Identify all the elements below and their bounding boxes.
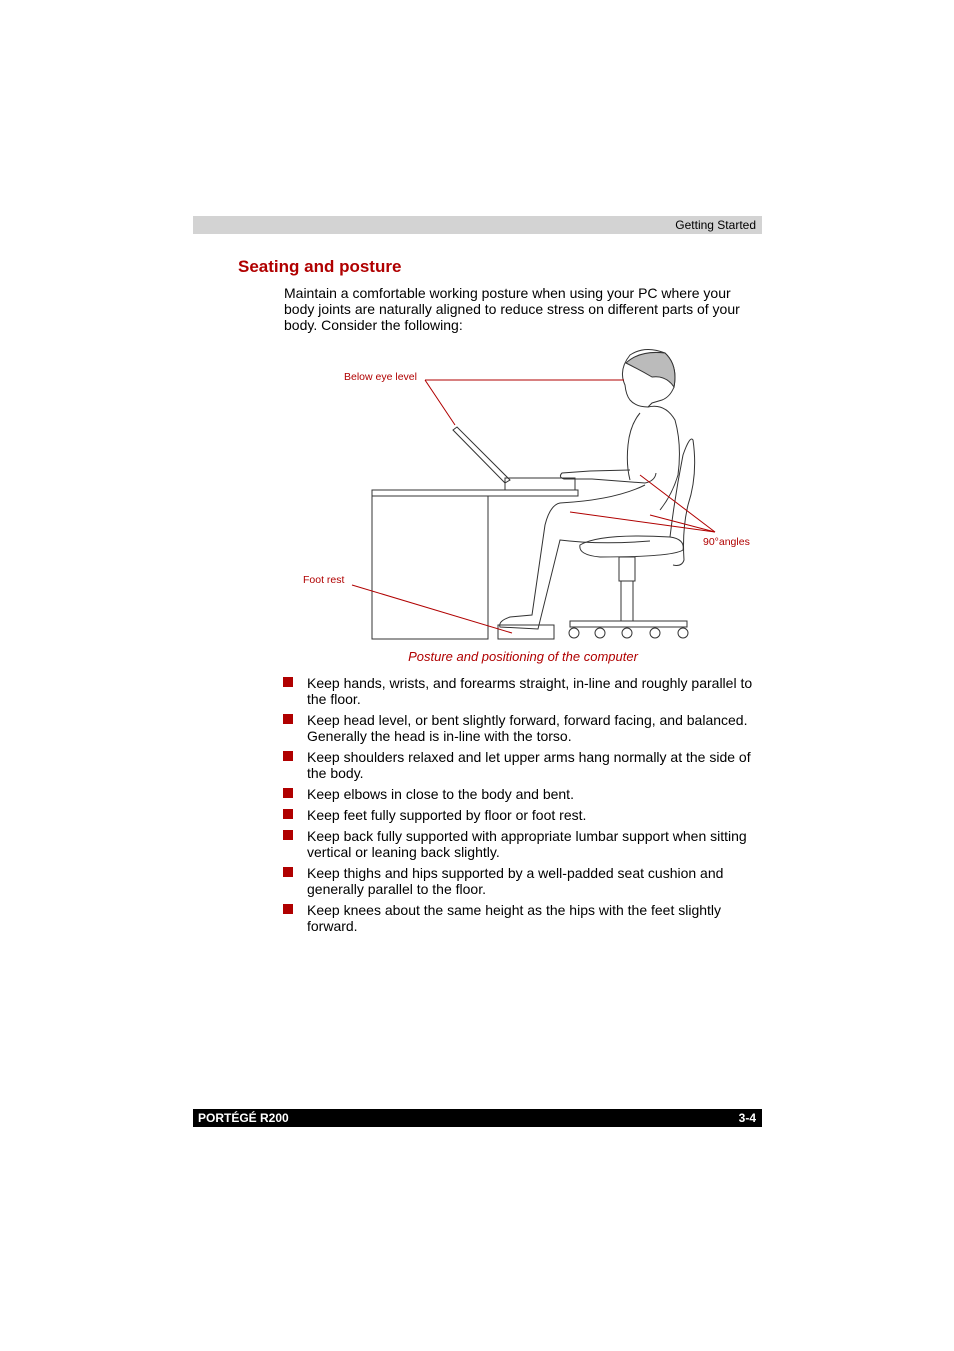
running-footer [193, 1109, 762, 1127]
bullet-square-icon [283, 809, 293, 819]
header-section-title: Getting Started [675, 218, 756, 232]
hair [626, 352, 675, 387]
eye-level-pointer [425, 380, 455, 425]
list-item: Keep head level, or bent slightly forward, forward facing, and balanced. Generally the head is in-line with the torso. [283, 712, 763, 744]
section-title: Seating and posture [238, 257, 402, 276]
running-header [193, 216, 762, 234]
laptop-screen [453, 427, 510, 483]
list-item: Keep back fully supported with appropriate lumbar support when sitting vertical or leaning back slightly. [283, 828, 763, 860]
chair-base [570, 621, 687, 627]
footer-page-number: 3-4 [738, 1111, 756, 1125]
bullet-square-icon [283, 788, 293, 798]
bullet-square-icon [283, 867, 293, 877]
chair-seat [580, 536, 683, 557]
bullet-square-icon [283, 904, 293, 914]
label-90-angles: 90°angles [703, 536, 750, 548]
bullet-square-icon [283, 751, 293, 761]
list-item: Keep thighs and hips supported by a well-padded seat cushion and generally parallel to the floor. [283, 865, 763, 897]
list-item: Keep shoulders relaxed and let upper arms hang normally at the side of the body. [283, 749, 763, 781]
label-below-eye-level: Below eye level [344, 371, 417, 383]
posture-guidelines-list [283, 675, 763, 939]
chair-back [670, 439, 695, 565]
list-item: Keep feet fully supported by floor or foot rest. [283, 807, 763, 823]
figure-caption: Posture and positioning of the computer [408, 649, 638, 664]
list-item: Keep knees about the same height as the hips with the feet slightly forward. [283, 902, 763, 934]
chair-column-top [619, 557, 635, 581]
list-item: Keep elbows in close to the body and bent. [283, 786, 763, 802]
footer-product-name: PORTÉGÉ R200 [198, 1111, 289, 1125]
laptop-base [505, 478, 575, 490]
list-item: Keep hands, wrists, and forearms straight, in-line and roughly parallel to the floor. [283, 675, 763, 707]
bullet-square-icon [283, 714, 293, 724]
bullet-square-icon [283, 677, 293, 687]
intro-paragraph: Maintain a comfortable working posture when using your PC where your body joints are naturally aligned to reduce stress on different parts of your body. Consider the following: [284, 285, 740, 333]
desk-cabinet [372, 496, 488, 639]
chair-column [621, 581, 633, 621]
posture-figure [300, 345, 760, 650]
desk-top [372, 490, 578, 496]
label-foot-rest: Foot rest [303, 574, 345, 586]
torso-back [648, 406, 679, 510]
angle-line-3 [650, 515, 715, 532]
bullet-square-icon [283, 830, 293, 840]
posture-illustration [300, 345, 760, 645]
